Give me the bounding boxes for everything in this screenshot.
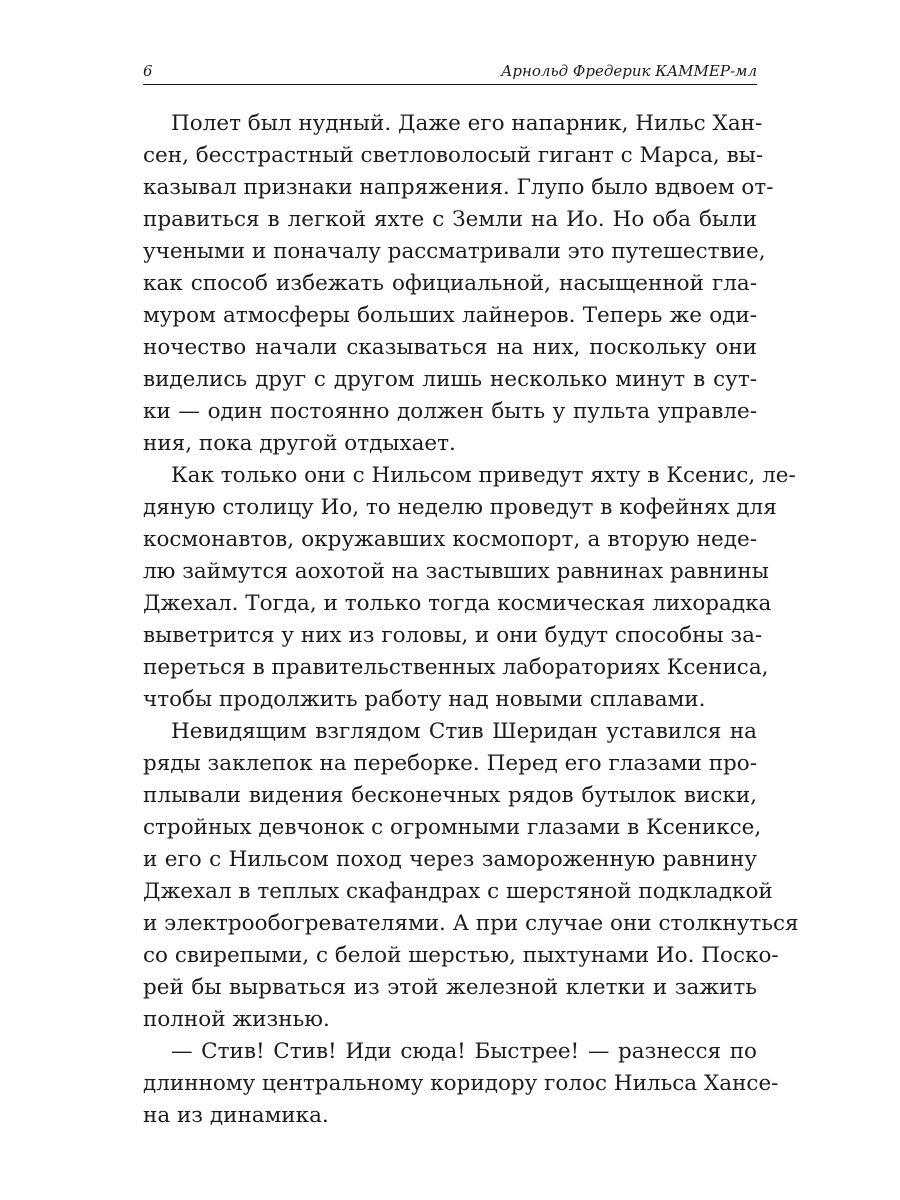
text-line: и его с Нильсом поход через замороженную равнину [143, 847, 757, 872]
running-header [143, 58, 757, 82]
text-line: Джехал в теплых скафандрах с шерстяной подкладкой [143, 879, 773, 904]
text-line: плывали видения бесконечных рядов бутылок виски, [143, 783, 757, 808]
text-line: чтобы продолжить работу над новыми сплавами. [143, 687, 706, 712]
text-line: как способ избежать официальной, насыщенной гла- [143, 271, 757, 296]
text-line: Как только они с Нильсом приведут яхту в Ксенис, ле- [171, 463, 796, 488]
text-line: — Стив! Стив! Иди сюда! Быстрее! — разнесся по [171, 1039, 757, 1064]
text-line: ки — один постоянно должен быть у пульта управле- [143, 399, 757, 424]
text-line: правиться в легкой яхте с Земли на Ио. Но оба были [143, 207, 757, 232]
paragraph [143, 1036, 779, 1132]
text-line: и электрообогревателями. А при случае они столкнуться [143, 911, 799, 936]
text-line: виделись друг с другом лишь несколько минут в сут- [143, 367, 757, 392]
text-line: Полет был нудный. Даже его напарник, Нильс Хан- [171, 111, 763, 136]
text-line: рей бы вырваться из этой железной клетки и зажить [143, 975, 757, 1000]
running-title: Арнольд Фредерик КАММЕР-мл [501, 62, 757, 80]
text-line: со свирепыми, с белой шерстью, пыхтунами Ио. Поско- [143, 943, 779, 968]
text-line: на из динамика. [143, 1103, 329, 1128]
text-line: дяную столицу Ио, то неделю проведут в кофейнях для [143, 495, 777, 520]
text-line: стройных девчонок с огромными глазами в Ксениксе, [143, 815, 762, 840]
text-line: космонавтов, окружавших космопорт, а вторую неде- [143, 527, 757, 552]
text-line: переться в правительственных лабораториях Ксениса, [143, 655, 769, 680]
text-line: казывал признаки напряжения. Глупо было вдвоем от- [143, 175, 774, 200]
text-line: муром атмосферы больших лайнеров. Теперь же оди- [143, 303, 757, 328]
text-line: Джехал. Тогда, и только тогда космическая лихорадка [143, 591, 772, 616]
text-line: ночество начали сказываться на них, поскольку они [143, 335, 757, 360]
text-line: выветрится у них из головы, и они будут способны за- [143, 623, 763, 648]
text-line: лю займутся аохотой на застывших равнинах равнины [143, 559, 769, 584]
header-rule [143, 84, 757, 85]
text-line: Невидящим взглядом Стив Шеридан уставился на [171, 719, 757, 744]
text-line: учеными и поначалу рассматривали это путешествие, [143, 239, 766, 264]
page-number: 6 [143, 62, 153, 80]
text-line: ния, пока другой отдыхает. [143, 431, 456, 456]
paragraph [143, 108, 774, 460]
paragraph [143, 716, 799, 1036]
text-line: полной жизнью. [143, 1007, 330, 1032]
paragraph [143, 460, 796, 716]
text-line: длинному центральному коридору голос Нильса Хансе- [143, 1071, 779, 1096]
text-line: сен, бесстрастный светловолосый гигант с Марса, вы- [143, 143, 764, 168]
body-text [143, 108, 799, 1132]
text-line: ряды заклепок на переборке. Перед его глазами про- [143, 751, 757, 776]
